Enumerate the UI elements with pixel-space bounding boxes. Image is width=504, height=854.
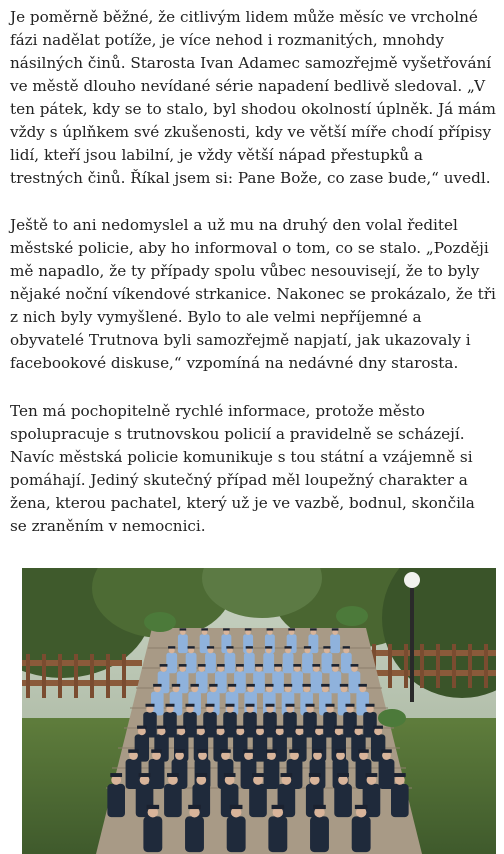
person-cap [172,684,180,687]
person-cap [288,628,295,630]
person-cap [293,664,301,667]
person-cap [174,749,185,753]
person-cap [195,773,207,777]
person-body [203,712,217,738]
person-body [349,671,361,693]
person-cap [180,628,187,630]
person-body [223,712,237,738]
person-body [356,692,369,716]
person-cap [312,749,323,753]
person-cap [355,805,368,809]
person-body [283,712,297,738]
person-cap [346,704,355,707]
person-body [225,653,236,673]
person-cap [354,726,364,729]
person-body [253,671,265,693]
article-paragraph-3: Ten má pochopitelně rychlé informace, protože město spolupracuje s trutnovskou policií a pravidelně se scházejí. Navíc městská policie komunikuje s tou státní a vzájemně si pomáhají. Jediný skutečný případ měl loupežný charakter a žena, kterou pachatel, který už je ve vazbě, bodnul, skončila se zraněním v nemocnici. [10,402,475,535]
article-paragraph-2: Ještě to ani nedomyslel a už mu na druhý den volal ředitel městské policie, aby ho informoval o tom, co se stalo. „Později mě napadlo, že ty případy spolu vůbec nesouvisejí, že to byly nějaké noční víkendové strkanice. Nakonec se prokázalo, že tři z nich byly vymyšlené. Bylo to ale velmi nepříjemné a obyvatelé Trutnova byli samozřejmě napjatí, jak ukazovaly i facebookové diskuse,“ vzpomíná na nedávné dny starosta. [10,216,496,372]
person-body [263,712,277,738]
person-cap [197,749,208,753]
person-cap [275,726,285,729]
person-cap [246,704,255,707]
person-body [205,653,216,673]
person-cap [228,684,236,687]
person-cap [246,646,253,648]
person-cap [186,704,195,707]
person-cap [206,704,215,707]
person-cap [310,628,317,630]
person-cap [224,773,236,777]
person-body [268,816,287,852]
person-cap [217,664,225,667]
person-cap [168,646,175,648]
person-body [341,653,352,673]
person-body [334,784,352,817]
person-body [164,784,182,817]
person-cap [167,773,179,777]
person-body [343,712,357,738]
person-body [227,816,246,852]
person-body [310,671,322,693]
person-cap [394,773,406,777]
person-cap [128,749,139,753]
person-body [183,712,197,738]
person-cap [236,726,246,729]
person-body [166,653,177,673]
person-cap [358,749,369,753]
person-cap [223,628,230,630]
person-body [264,759,280,789]
person-cap [373,726,383,729]
person-cap [358,684,366,687]
person-body [186,653,197,673]
person-cap [245,628,252,630]
person-body [291,671,303,693]
person-cap [312,664,320,667]
person-cap [351,664,359,667]
person-body [391,784,409,817]
person-body [323,712,337,738]
person-cap [255,726,265,729]
person-cap [196,726,206,729]
person-cap [337,773,349,777]
person-cap [188,805,201,809]
person-cap [309,773,321,777]
person-body [330,671,342,693]
person-cap [188,646,195,648]
person-body [151,692,164,716]
person-cap [321,684,329,687]
person-cap [207,646,214,648]
person-cap [137,726,147,729]
person-cap [284,684,292,687]
person-cap [198,664,206,667]
person-cap [267,628,274,630]
person-body [253,734,267,761]
person-cap [265,646,272,648]
person-cap [289,749,300,753]
person-body [244,653,255,673]
person-body [178,634,188,653]
person-cap [265,684,273,687]
person-cap [160,664,168,667]
person-cap [381,749,392,753]
person-cap [343,646,350,648]
person-cap [226,704,235,707]
person-body [243,712,257,738]
person-cap [236,664,244,667]
person-body [185,816,204,852]
person-cap [280,773,292,777]
person-cap [335,749,346,753]
person-body [330,634,340,653]
person-cap [255,664,263,667]
person-cap [366,773,378,777]
person-cap [246,684,254,687]
group-photo[interactable] [22,568,496,854]
person-cap [295,726,305,729]
person-body [143,816,162,852]
person-cap [146,704,155,707]
person-cap [153,684,161,687]
person-cap [157,726,167,729]
person-cap [209,684,217,687]
person-body [249,784,267,817]
person-cap [226,646,233,648]
person-body [263,653,274,673]
person-body [352,816,371,852]
person-cap [216,726,226,729]
person-cap [326,704,335,707]
person-body [163,712,177,738]
person-body [303,712,317,738]
person-cap [230,805,243,809]
person-cap [332,628,339,630]
person-cap [266,704,275,707]
person-cap [176,726,186,729]
person-body [234,671,246,693]
person-body [272,671,284,693]
person-cap [252,773,264,777]
person-cap [266,749,277,753]
person-cap [323,646,330,648]
person-cap [314,726,324,729]
person-body [322,653,333,673]
person-body [107,784,125,817]
person-cap [179,664,187,667]
person-cap [220,749,231,753]
person-cap [331,664,339,667]
person-cap [366,704,375,707]
person-cap [139,773,151,777]
person-cap [285,646,292,648]
person-body [379,759,395,789]
person-body [363,712,377,738]
person-body [283,653,294,673]
person-cap [286,704,295,707]
person-cap [274,664,282,667]
person-cap [304,646,311,648]
person-body [310,816,329,852]
article-paragraph-1: Je poměrně běžné, že citlivým lidem může měsíc ve vrcholné fázi nadělat potíže, je více nehod i rozmanitých, mnohdy násilných činů. Starosta Ivan Adamec samozřejmě vyšetřování ve městě dlouho nevídané série napadení bedlivě sledoval. „V ten pátek, kdy se to stalo, byl shodou okolností úplněk. Já mám vždy s úplňkem své zkušenosti, kdy ve větší míře chodí přípisy lidí, kteří jsou labilní, je vždy větší nápad přestupků a trestných činů. Říkal jsem si: Pane Bože, co zase bude,“ uvedl. [10,8,496,187]
person-cap [243,749,254,753]
person-body [215,671,227,693]
person-cap [151,749,162,753]
person-body [302,653,313,673]
group-photo-image [22,568,496,854]
person-cap [302,684,310,687]
person-cap [147,805,160,809]
person-cap [110,773,122,777]
person-cap [340,684,348,687]
person-cap [334,726,344,729]
person-cap [166,704,175,707]
person-cap [201,628,208,630]
person-cap [313,805,326,809]
person-cap [272,805,285,809]
person-cap [190,684,198,687]
person-cap [306,704,315,707]
person-body [143,712,157,738]
